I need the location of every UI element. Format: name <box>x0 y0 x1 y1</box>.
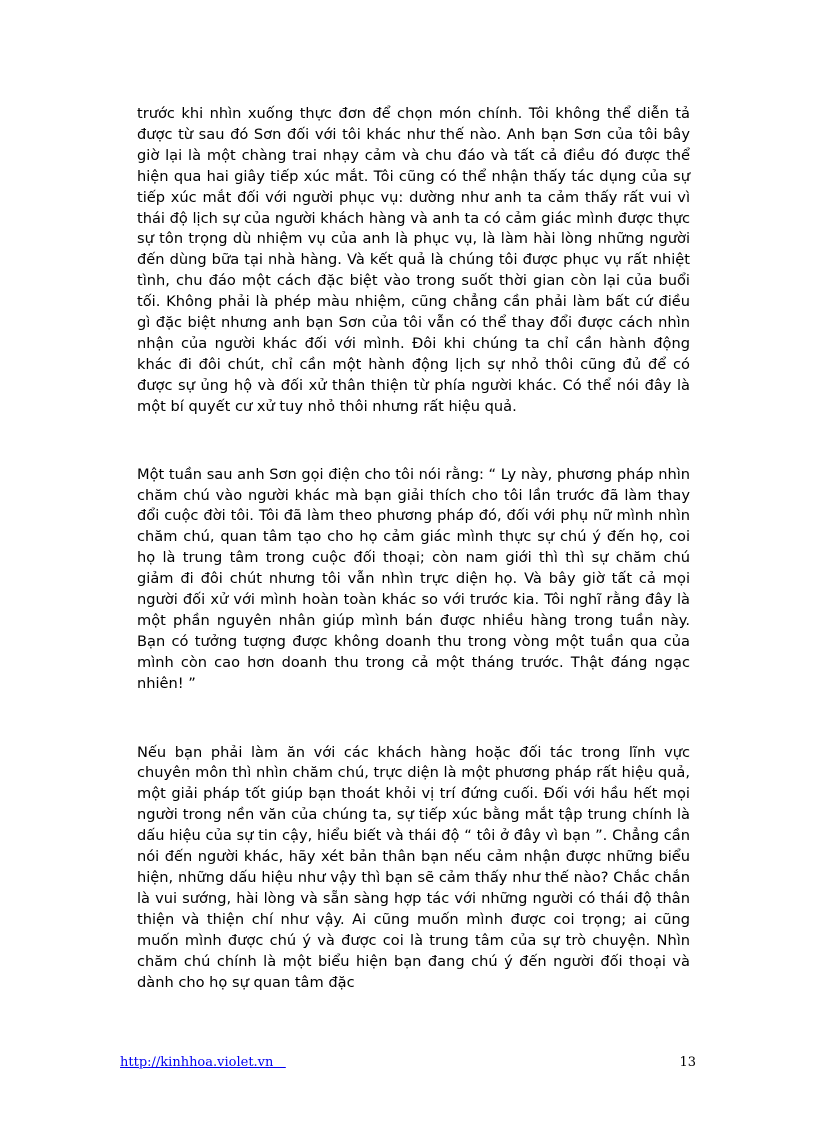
paragraph-2: Một tuần sau anh Sơn gọi điện cho tôi nói rằng: “ Ly này, phương pháp nhìn chăm chú vào người khác mà bạn giải thích cho tôi lần trước đã làm thay đổi cuộc đời tôi. Tôi đã làm theo phương pháp đó, đối với phụ nữ mình nhìn chăm chú, quan tâm tạo cho họ cảm giác mình thực sự chú ý đến họ, coi họ là trung tâm trong cuộc đối thoại; còn nam giới thì thì sự chăm chú giảm đi đôi chút nhưng tôi vẫn nhìn trực diện họ. Và bây giờ tất cả mọi người đối xử với mình hoàn toàn khác so với trước kia. Tôi nghĩ rằng đây là một phần nguyên nhân giúp mình bán được nhiều hàng trong tuần này. Bạn có tưởng tượng được không doanh thu trong vòng một tuần qua của mình còn cao hơn doanh thu trong cả một tháng trước. Thật đáng ngạc nhiên! ” <box>137 465 690 692</box>
paragraph-3: Nếu bạn phải làm ăn với các khách hàng hoặc đối tác trong lĩnh vực chuyên môn thì nhìn chăm chú, trực diện là một phương pháp rất hiệu quả, một giải pháp tốt giúp bạn thoát khỏi vị trí đứng cuối. Đối với hầu hết mọi người trong nền văn của chúng ta, sự tiếp xúc bằng mắt tập trung chính là dấu hiệu của sự tin cậy, hiểu biết và thái độ “ tôi ở đây vì bạn ”. Chẳng cần nói đến người khác, hãy xét bản thân bạn nếu cảm nhận được những biểu hiện, những dấu hiệu như vậy thì bạn sẽ cảm thấy như thế nào? Chắc chắn là vui sướng, hài lòng và sẵn sàng hợp tác với những người có thái độ thân thiện và thiện chí như vậy. Ai cũng muốn mình được coi trọng; ai cũng muốn mình được chú ý và được coi là trung tâm của sự trò chuyện. Nhìn chăm chú chính là một biểu hiện bạn đang chú ý đến người đối thoại và dành cho họ sự quan tâm đặc <box>137 743 690 991</box>
page-body <box>137 104 690 993</box>
page-footer <box>120 1055 696 1075</box>
footer-website-link[interactable]: http://kinhhoa.violet.vn <box>120 1055 286 1070</box>
paragraph-1: trước khi nhìn xuống thực đơn để chọn món chính. Tôi không thể diễn tả được từ sau đó Sơn đối với tôi khác như thế nào. Anh bạn Sơn của tôi bây giờ lại là một chàng trai nhạy cảm và chu đáo và tất cả điều đó được thể hiện qua hai giây tiếp xúc mắt. Tôi cũng có thể nhận thấy tác dụng của sự tiếp xúc mắt đối với người phục vụ: dường như anh ta cảm thấy rất vui vì thái độ lịch sự của người khách hàng và anh ta có cảm giác mình được thực sự tôn trọng dù nhiệm vụ của anh là phục vụ, là làm hài lòng những người đến dùng bữa tại nhà hàng. Và kết quả là chúng tôi được phục vụ rất nhiệt tình, chu đáo một cách đặc biệt vào trong suốt thời gian còn lại của buổi tối. Không phải là phép màu nhiệm, cũng chẳng cần phải làm bất cứ điều gì đặc biệt nhưng anh bạn Sơn của tôi vẫn có thể thay đổi được cách nhìn nhận của người khác đối với mình. Đôi khi chúng ta chỉ cần hành động khác đi đôi chút, chỉ cần một hành động lịch sự nhỏ thôi cũng đủ để có được sự ủng hộ và đối xử thân thiện từ phía người khác. Có thể nói đây là một bí quyết cư xử tuy nhỏ thôi nhưng rất hiệu quả. <box>137 105 690 415</box>
page-number: 13 <box>679 1055 696 1070</box>
